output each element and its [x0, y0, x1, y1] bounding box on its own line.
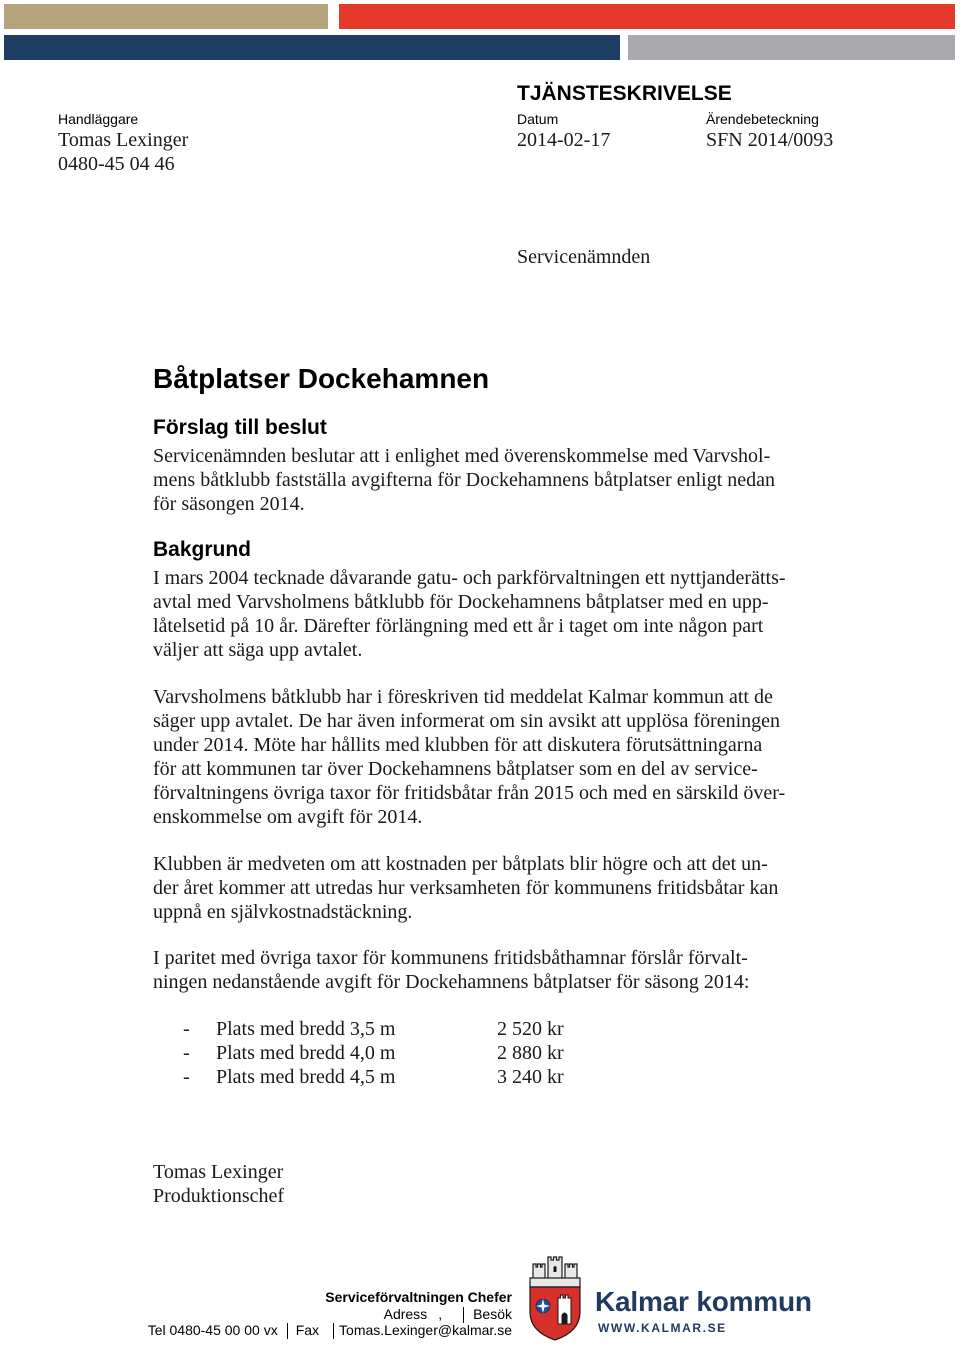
- footer-fax-label: Fax: [295, 1322, 320, 1338]
- signature-title: Produktionschef: [153, 1185, 285, 1207]
- fee-price: 2 520 kr: [497, 1018, 564, 1040]
- text-line: under 2014. Möte har hållits med klubben för att diskutera förutsättningarna: [153, 734, 763, 756]
- fee-label: Plats med bredd 3,5 m: [216, 1018, 396, 1040]
- text-line: I paritet med övriga taxor för kommunens fritidsbåthamnar förslår förvalt-: [153, 947, 748, 969]
- text-line: säger upp avtalet. De har även informerat om sin avsikt att upplösa föreningen: [153, 710, 781, 732]
- list-bullet: -: [183, 1066, 190, 1088]
- fee-row: [0, 1041, 960, 1065]
- footer-address-separator: ,: [438, 1305, 443, 1322]
- background-paragraph: [153, 566, 786, 662]
- text-line: förvaltningens övriga taxor för fritidsbåtar från 2015 och med en särskild över-: [153, 782, 786, 804]
- text-line: I mars 2004 tecknade dåvarande gatu- och parkförvaltningen ett nyttjanderätts-: [153, 567, 786, 589]
- fee-label: Plats med bredd 4,0 m: [216, 1042, 396, 1064]
- brand-bar-navy: [4, 35, 620, 60]
- text-line: Servicenämnden beslutar att i enlighet med överenskommelse med Varvshol-: [153, 445, 771, 467]
- fee-price: 2 880 kr: [497, 1042, 564, 1064]
- text-line: mens båtklubb fastställa avgifterna för Dockehamnens båtplatser enligt nedan: [153, 469, 776, 491]
- shield: [530, 1287, 580, 1340]
- footer-visit-label: Besök: [473, 1305, 512, 1322]
- signature-block: [153, 1160, 284, 1208]
- text-line: uppnå en självkostnadstäckning.: [153, 901, 413, 923]
- text-line: der året kommer att utredas hur verksamheten för kommunens fritidsbåtar kan: [153, 877, 779, 899]
- footer-department: Serviceförvaltningen Chefer: [325, 1289, 512, 1305]
- logo-website: WWW.KALMAR.SE: [598, 1321, 727, 1335]
- handler-label: Handläggare: [58, 111, 139, 127]
- text-line: för att kommunen tar över Dockehamnens båtplatser som en del av service-: [153, 758, 758, 780]
- section-heading-background: Bakgrund: [153, 538, 252, 561]
- text-line: låtelsetid på 10 år. Därefter förlängning med ett år i taget om inte någon part: [153, 615, 764, 637]
- text-line: avtal med Varvsholmens båtklubb för Dockehamnens båtplatser med en upp-: [153, 591, 769, 613]
- list-bullet: -: [183, 1042, 190, 1064]
- footer-divider: [287, 1323, 288, 1339]
- date-label: Datum: [517, 111, 559, 127]
- footer-address-line: [120, 1306, 512, 1323]
- background-paragraph: [153, 946, 749, 994]
- footer-phone-line: [120, 1322, 512, 1339]
- footer-contact: [120, 1289, 512, 1339]
- background-paragraph: [153, 852, 778, 924]
- footer-address-label: Adress: [383, 1305, 428, 1322]
- fee-price: 3 240 kr: [497, 1066, 564, 1088]
- text-line: Klubben är medveten om att kostnaden per båtplats blir högre och att det un-: [153, 853, 768, 875]
- signature-name: Tomas Lexinger: [153, 1161, 284, 1183]
- text-line: ningen nedanstående avgift för Dockehamnens båtplatser för säsong 2014:: [153, 971, 750, 993]
- handler-name: Tomas Lexinger: [58, 129, 189, 151]
- date-value: 2014-02-17: [517, 129, 611, 151]
- text-line: väljer att säga upp avtalet.: [153, 639, 363, 661]
- text-line: Varvsholmens båtklubb har i föreskriven tid meddelat Kalmar kommun att de: [153, 686, 773, 708]
- fee-row: [0, 1017, 960, 1041]
- fee-list: [0, 1017, 960, 1089]
- logo-wordmark: Kalmar kommun: [595, 1286, 812, 1317]
- fee-label: Plats med bredd 4,5 m: [216, 1066, 396, 1088]
- footer-divider: [463, 1307, 464, 1323]
- case-number-value: SFN 2014/0093: [706, 129, 834, 151]
- background-paragraph: [153, 685, 785, 829]
- text-line: för säsongen 2014.: [153, 493, 305, 515]
- section-heading-proposal: Förslag till beslut: [153, 416, 327, 439]
- document-type: TJÄNSTESKRIVELSE: [517, 82, 732, 105]
- document-title: Båtplatser Dockehamnen: [153, 363, 490, 394]
- brand-bar-tan: [4, 4, 328, 29]
- text-line: enskommelse om avgift för 2014.: [153, 806, 423, 828]
- kalmar-coat-of-arms-icon: [527, 1256, 583, 1341]
- list-bullet: -: [183, 1018, 190, 1040]
- recipient: Servicenämnden: [517, 246, 651, 268]
- fee-row: [0, 1065, 960, 1089]
- brand-bar-gray: [628, 35, 955, 60]
- handler-phone: 0480-45 04 46: [58, 153, 175, 175]
- footer-divider: [333, 1323, 334, 1339]
- proposal-paragraph: [153, 444, 775, 516]
- case-number-label: Ärendebeteckning: [706, 111, 819, 127]
- brand-bar-red: [339, 4, 955, 29]
- footer-phone: Tel 0480-45 00 00 vx: [147, 1322, 278, 1338]
- footer-email: Tomas.Lexinger@kalmar.se: [339, 1322, 512, 1338]
